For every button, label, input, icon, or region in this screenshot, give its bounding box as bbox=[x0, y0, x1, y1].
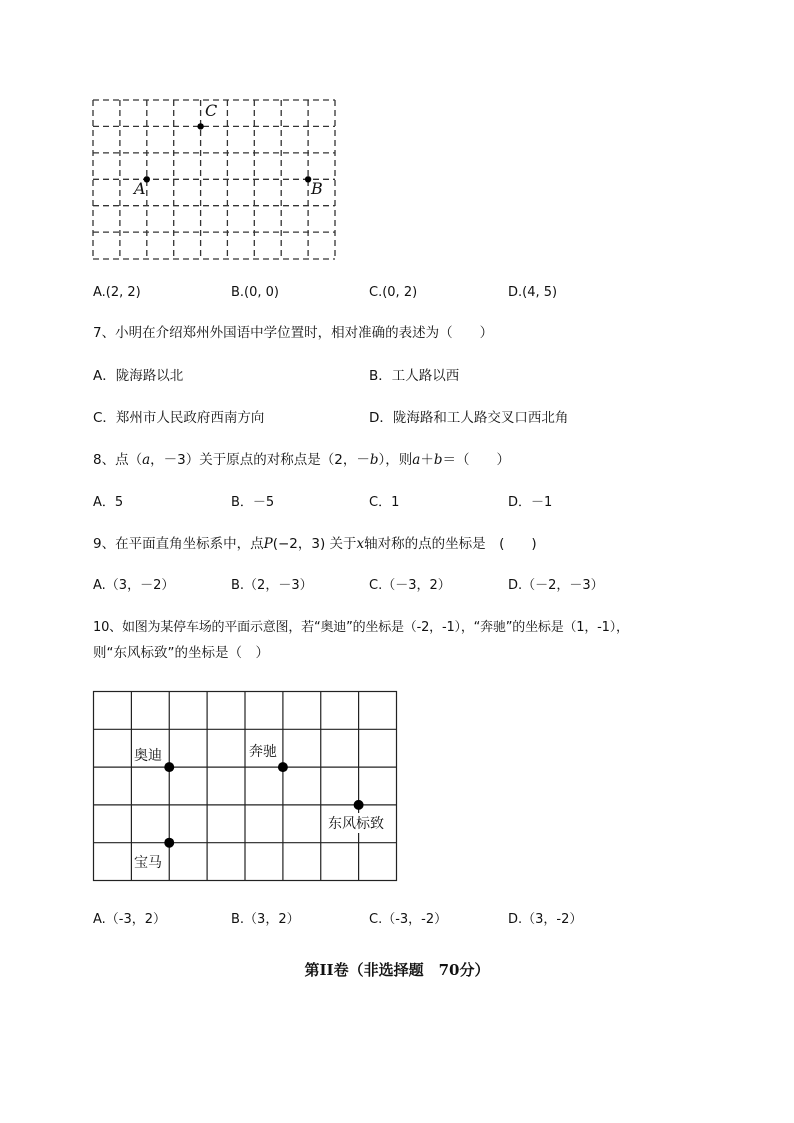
q10-option-d: D.（3，-2） bbox=[508, 912, 583, 927]
q8-option-b: B．－5 bbox=[231, 495, 275, 510]
q8-option-d: D．－1 bbox=[508, 495, 553, 510]
q9-stem: 9、在平面直角坐标系中，点P(−2，3) 关于x轴对称的点的坐标是 ( ) bbox=[93, 536, 537, 552]
dashed-grid-figure bbox=[88, 95, 343, 267]
audi-point bbox=[164, 762, 174, 772]
point-c-label: C bbox=[205, 101, 218, 120]
q9-option-c: C.（－3，2） bbox=[369, 578, 451, 593]
q7-option-b: B．工人路以西 bbox=[369, 368, 460, 384]
var-a2: a bbox=[412, 452, 421, 468]
q7-option-a: A．陇海路以北 bbox=[93, 368, 184, 384]
benz-point bbox=[278, 762, 288, 772]
section-title: 第II卷（非选择题 70分） bbox=[304, 961, 490, 979]
var-x: x bbox=[356, 536, 365, 552]
q10-option-c: C.（-3，-2） bbox=[369, 912, 448, 927]
q6-option-d: D.(4, 5) bbox=[508, 285, 558, 300]
bmw-label: 宝马 bbox=[133, 852, 163, 872]
q8-option-c: C．1 bbox=[369, 495, 400, 510]
q7-stem: 7、小明在介绍郑州外国语中学位置时，相对准确的表述为（ ） bbox=[93, 325, 494, 341]
peugeot-point bbox=[354, 800, 364, 810]
q10-option-a: A.（-3，2） bbox=[93, 912, 167, 927]
benz-label: 奔驰 bbox=[248, 741, 278, 761]
q9-option-b: B.（2，－3） bbox=[231, 578, 313, 593]
q6-option-a: A.(2, 2) bbox=[93, 285, 141, 300]
var-p: P bbox=[263, 536, 273, 552]
var-b: b bbox=[369, 452, 379, 468]
q10-stem-line2: 则“东风标致”的坐标是（ ） bbox=[93, 645, 269, 661]
q6-option-b: B.(0, 0) bbox=[231, 285, 280, 300]
var-a: a bbox=[142, 452, 151, 468]
q7-option-c: C．郑州市人民政府西南方向 bbox=[93, 410, 265, 426]
q10-option-b: B.（3，2） bbox=[231, 912, 300, 927]
peugeot-label: 东风标致 bbox=[327, 813, 385, 833]
dashed-grid-lines bbox=[93, 100, 335, 259]
point-c-dot bbox=[197, 123, 203, 129]
q8-option-a: A．5 bbox=[93, 495, 124, 510]
bmw-point bbox=[164, 838, 174, 848]
q8-stem: 8、点（a，－3）关于原点的对称点是（2，－b），则a＋b＝（ ） bbox=[93, 452, 510, 468]
point-a-label: A bbox=[134, 179, 146, 198]
audi-label: 奥迪 bbox=[133, 745, 163, 765]
q9-option-d: D.（－2，－3） bbox=[508, 578, 604, 593]
q6-option-c: C.(0, 2) bbox=[369, 285, 418, 300]
q9-option-a: A.（3，－2） bbox=[93, 578, 175, 593]
q7-option-d: D．陇海路和工人路交叉口西北角 bbox=[369, 410, 569, 426]
q10-stem-line1: 10、如图为某停车场的平面示意图，若“奥迪”的坐标是（-2，-1），“奔驰”的坐标是（1，-1）， bbox=[93, 620, 629, 635]
var-b2: b bbox=[433, 452, 443, 468]
point-b-label: B bbox=[311, 179, 323, 198]
